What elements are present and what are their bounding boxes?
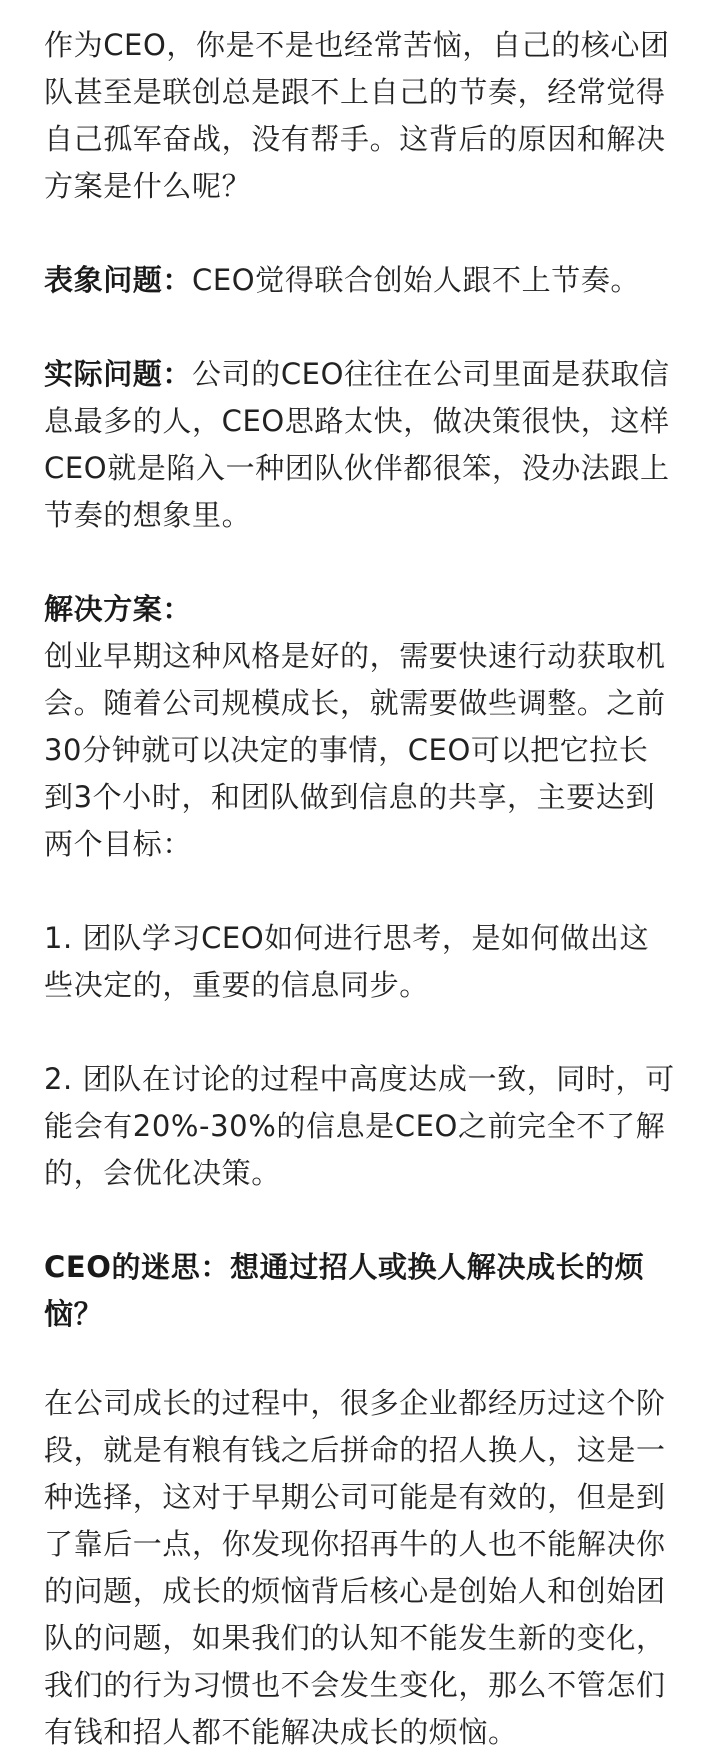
paragraph-spacer (44, 1338, 676, 1380)
paragraph-spacer (44, 868, 676, 915)
myth-heading (44, 1244, 676, 1338)
surface-problem-label: 表象问题： (44, 263, 193, 297)
solution-label: 解决方案： (44, 592, 193, 626)
myth-heading-text: CEO的迷思：想通过招人或换人解决成长的烦恼？ (44, 1250, 645, 1331)
paragraph-spacer (44, 539, 676, 586)
surface-problem-text: CEO觉得联合创始人跟不上节奏。 (192, 263, 641, 297)
actual-problem-text: 公司的CEO往往在公司里面是获取信息最多的人，CEO思路太快，做决策很快，这样CEO就是陷入一种团队伙伴都很笨，没办法跟上节奏的想象里。 (44, 357, 670, 532)
paragraph-spacer (44, 1009, 676, 1056)
intro-paragraph: 作为CEO，你是不是也经常苦恼，自己的核心团队甚至是联创总是跟不上自己的节奏，经常觉得自己孤军奋战，没有帮手。这背后的原因和解决方案是什么呢？ (44, 28, 670, 203)
surface-problem-paragraph (44, 257, 676, 304)
goal-item-1: 1. 团队学习CEO如何进行思考，是如何做出这些决定的，重要的信息同步。 (44, 921, 650, 1002)
actual-problem-label: 实际问题： (44, 357, 193, 391)
myth-paragraph: 在公司成长的过程中，很多企业都经历过这个阶段，就是有粮有钱之后拼命的招人换人，这是一种选择，这对于早期公司可能是有效的，但是到了靠后一点，你发现你招再牛的人也不能解决你的问题，成长的烦恼背后核心是创始人和创始团队的问题，如果我们的认知不能发生新的变化，我们的行为习惯也不会发生变化，那么不管怎们有钱和招人都不能解决成长的烦恼。 (44, 1386, 666, 1749)
paragraph-spacer (44, 210, 676, 257)
actual-problem-paragraph (44, 351, 676, 539)
paragraph-spacer (44, 1197, 676, 1244)
goal-item-2: 2. 团队在讨论的过程中高度达成一致，同时，可能会有20%-30%的信息是CEO之前完全不了解的，会优化决策。 (44, 1062, 675, 1190)
paragraph-spacer (44, 304, 676, 351)
solution-heading (44, 586, 676, 633)
solution-paragraph: 创业早期这种风格是好的，需要快速行动获取机会。随着公司规模成长，就需要做些调整。之前30分钟就可以决定的事情，CEO可以把它拉长到3个小时，和团队做到信息的共享，主要达到两个目标： (44, 639, 666, 861)
